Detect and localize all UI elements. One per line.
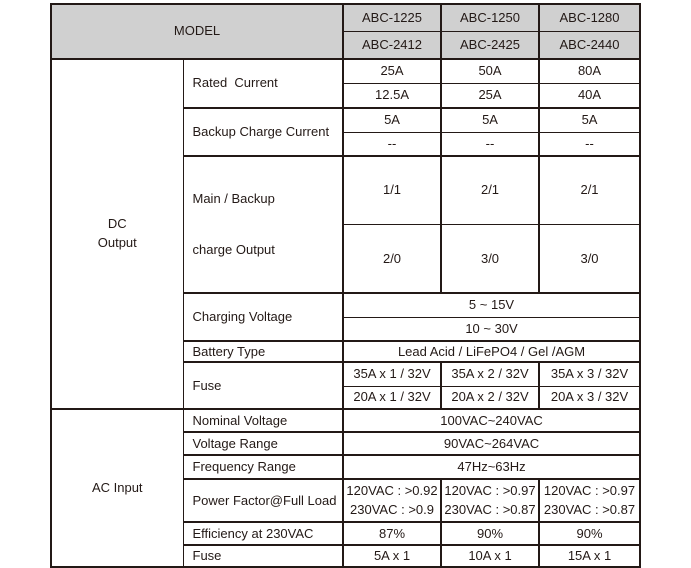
value-power-factor: [343, 479, 441, 522]
value-backup-charge-current: --: [343, 132, 441, 156]
value-dc-fuse: 20A x 3 / 32V: [539, 386, 640, 409]
label-charging-voltage: Charging Voltage: [183, 293, 343, 341]
value-charging-voltage: 5 ~ 15V: [343, 293, 640, 317]
section-ac-input: AC Input: [51, 409, 183, 567]
power-factor-230v: 230VAC : >0.9: [350, 501, 434, 517]
value-rated-current: 25A: [343, 59, 441, 83]
label-frequency-range: Frequency Range: [183, 455, 343, 479]
value-efficiency: 90%: [441, 522, 539, 545]
label-rated-current: Rated Current: [183, 59, 343, 108]
value-main-backup-output: 2/1: [539, 156, 640, 225]
value-rated-current: 25A: [441, 83, 539, 108]
model-name-cell: ABC-2425: [441, 31, 539, 59]
label-battery-type: Battery Type: [183, 341, 343, 362]
value-ac-fuse: 10A x 1: [441, 545, 539, 567]
value-main-backup-output: 1/1: [343, 156, 441, 225]
power-factor-230v: 230VAC : >0.87: [543, 501, 636, 517]
value-dc-fuse: 35A x 2 / 32V: [441, 362, 539, 386]
label-backup-charge-current: Backup Charge Current: [183, 108, 343, 156]
section-dc-line2: Output: [97, 235, 137, 251]
power-factor-120v: 120VAC : >0.92: [346, 482, 438, 498]
power-factor-120v: 120VAC : >0.97: [444, 482, 536, 498]
section-dc-output: [51, 59, 183, 409]
value-ac-fuse: 5A x 1: [343, 545, 441, 567]
label-power-factor: Power Factor@Full Load: [183, 479, 343, 522]
model-name-cell: ABC-2412: [343, 31, 441, 59]
model-name-cell: ABC-2440: [539, 31, 640, 59]
value-power-factor: [539, 479, 640, 522]
value-dc-fuse: 35A x 1 / 32V: [343, 362, 441, 386]
label-main-backup-line2: charge Output: [192, 241, 275, 257]
power-factor-120v: 120VAC : >0.97: [543, 482, 636, 498]
value-voltage-range: 90VAC~264VAC: [343, 432, 640, 455]
label-nominal-voltage: Nominal Voltage: [183, 409, 343, 432]
value-efficiency: 90%: [539, 522, 640, 545]
model-name-cell: ABC-1280: [539, 4, 640, 31]
value-rated-current: 80A: [539, 59, 640, 83]
value-main-backup-output: 3/0: [441, 225, 539, 294]
section-dc-line1: DC: [107, 216, 127, 232]
label-efficiency: Efficiency at 230VAC: [183, 522, 343, 545]
model-name-cell: ABC-1225: [343, 4, 441, 31]
model-header-cell: MODEL: [51, 4, 343, 59]
value-power-factor: [441, 479, 539, 522]
value-nominal-voltage: 100VAC~240VAC: [343, 409, 640, 432]
model-name-cell: ABC-1250: [441, 4, 539, 31]
label-dc-fuse: Fuse: [183, 362, 343, 409]
label-main-backup-output: [183, 156, 343, 293]
value-rated-current: 50A: [441, 59, 539, 83]
value-charging-voltage: 10 ~ 30V: [343, 317, 640, 341]
value-ac-fuse: 15A x 1: [539, 545, 640, 567]
value-dc-fuse: 35A x 3 / 32V: [539, 362, 640, 386]
value-backup-charge-current: 5A: [343, 108, 441, 132]
label-voltage-range: Voltage Range: [183, 432, 343, 455]
value-dc-fuse: 20A x 2 / 32V: [441, 386, 539, 409]
value-backup-charge-current: 5A: [539, 108, 640, 132]
value-backup-charge-current: --: [441, 132, 539, 156]
power-factor-230v: 230VAC : >0.87: [444, 501, 536, 517]
value-main-backup-output: 3/0: [539, 225, 640, 294]
value-dc-fuse: 20A x 1 / 32V: [343, 386, 441, 409]
value-efficiency: 87%: [343, 522, 441, 545]
value-battery-type: Lead Acid / LiFePO4 / Gel /AGM: [343, 341, 640, 362]
value-rated-current: 12.5A: [343, 83, 441, 108]
value-backup-charge-current: 5A: [441, 108, 539, 132]
value-main-backup-output: 2/1: [441, 156, 539, 225]
value-backup-charge-current: --: [539, 132, 640, 156]
specification-table: [50, 3, 641, 568]
value-rated-current: 40A: [539, 83, 640, 108]
label-main-backup-line1: Main / Backup: [192, 190, 275, 206]
label-ac-fuse: Fuse: [183, 545, 343, 567]
value-main-backup-output: 2/0: [343, 225, 441, 294]
value-frequency-range: 47Hz~63Hz: [343, 455, 640, 479]
